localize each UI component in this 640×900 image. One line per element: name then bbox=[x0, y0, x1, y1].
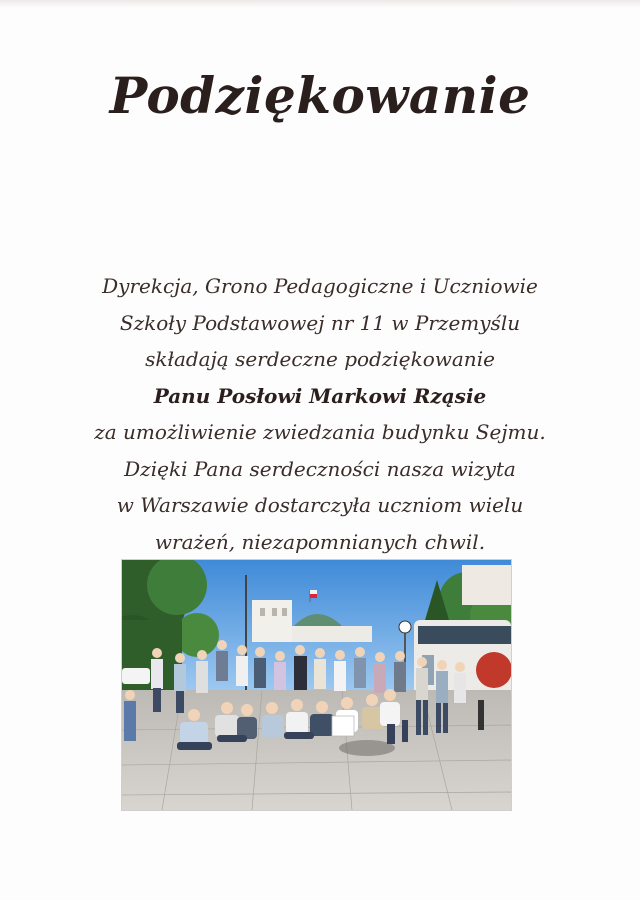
parked-car bbox=[122, 668, 150, 684]
group-photo-illustration bbox=[122, 560, 511, 810]
body-line-2: Szkoły Podstawowej nr 11 w Przemyślu bbox=[119, 310, 521, 335]
pavement-shadow bbox=[339, 740, 395, 756]
letter-body bbox=[40, 268, 600, 560]
body-line-3: składają serdeczne podziękowanie bbox=[145, 347, 495, 371]
recipient-name: Panu Posłowi Markowi Rząsie bbox=[153, 383, 487, 408]
body-line-8: wrażeń, niezapomnianych chwil. bbox=[154, 529, 486, 554]
group-photo bbox=[121, 559, 512, 811]
body-line-5: za umożliwienie zwiedzania budynku Sejmu. bbox=[94, 420, 546, 444]
scan-edge-shadow bbox=[0, 0, 640, 8]
body-line-1: Dyrekcja, Grono Pedagogiczne i Uczniowie bbox=[102, 274, 538, 298]
letter-title: Podziękowanie bbox=[109, 66, 531, 125]
body-line-7: w Warszawie dostarczyła uczniom wielu bbox=[116, 493, 524, 517]
body-line-6: Dzięki Pana serdeczności nasza wizyta bbox=[124, 456, 516, 481]
bollard bbox=[478, 700, 484, 730]
